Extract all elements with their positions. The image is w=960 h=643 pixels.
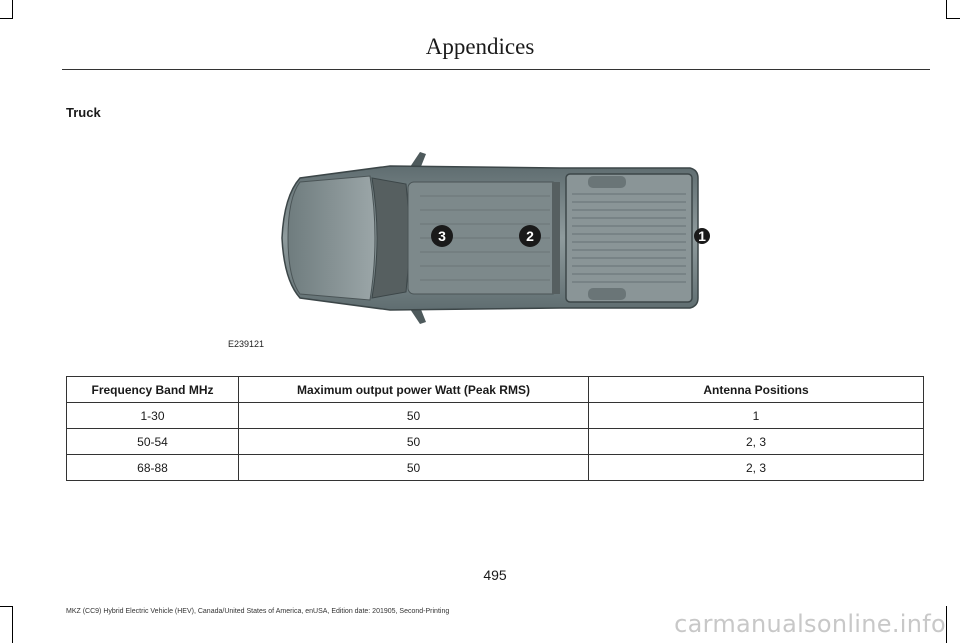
antenna-spec-table (66, 376, 924, 481)
cell-antenna: 2, 3 (589, 455, 924, 481)
callout-1 (694, 228, 710, 244)
header-divider (62, 69, 930, 70)
crop-mark-bottom-left-v (12, 606, 13, 643)
cell-power: 50 (239, 429, 589, 455)
col-header-power: Maximum output power Watt (Peak RMS) (239, 377, 589, 403)
crop-mark-top-right-h (946, 18, 960, 19)
cell-frequency: 1-30 (67, 403, 239, 429)
footer-edition-text: MKZ (CC9) Hybrid Electric Vehicle (HEV), Canada/United States of America, enUSA, Edition date: 201905, Second-Printing (66, 608, 450, 615)
truck-bed (566, 174, 692, 302)
figure-id: E239121 (228, 339, 265, 349)
truck-hood (288, 176, 375, 300)
cell-frequency: 50-54 (67, 429, 239, 455)
cell-antenna: 2, 3 (589, 429, 924, 455)
section-label: Truck (66, 105, 101, 120)
cell-power: 50 (239, 403, 589, 429)
table-row (67, 403, 924, 429)
bed-wheel-well-left (588, 176, 626, 188)
svg-text:3: 3 (438, 228, 446, 244)
svg-text:2: 2 (526, 228, 534, 244)
callout-2 (519, 225, 541, 247)
crop-mark-top-left-h (0, 18, 13, 19)
cell-power: 50 (239, 455, 589, 481)
truck-antenna-diagram (270, 148, 710, 328)
rear-window (552, 182, 560, 294)
page-number: 495 (483, 567, 507, 583)
table-row (67, 429, 924, 455)
crop-mark-bottom-left-h (0, 606, 13, 607)
bed-wheel-well-right (588, 288, 626, 300)
col-header-antenna: Antenna Positions (589, 377, 924, 403)
col-header-frequency: Frequency Band MHz (67, 377, 239, 403)
windshield (372, 178, 409, 298)
crop-mark-top-left-v (12, 0, 13, 18)
table-row (67, 455, 924, 481)
cell-frequency: 68-88 (67, 455, 239, 481)
crop-mark-bottom-right-v (946, 606, 947, 643)
svg-text:1: 1 (698, 228, 706, 244)
crop-mark-top-right-v (946, 0, 947, 18)
page-header-title: Appendices (425, 34, 535, 59)
callout-3 (431, 225, 453, 247)
table-header-row (67, 377, 924, 403)
cell-antenna: 1 (589, 403, 924, 429)
watermark: carmanualsonline.info (674, 610, 946, 638)
